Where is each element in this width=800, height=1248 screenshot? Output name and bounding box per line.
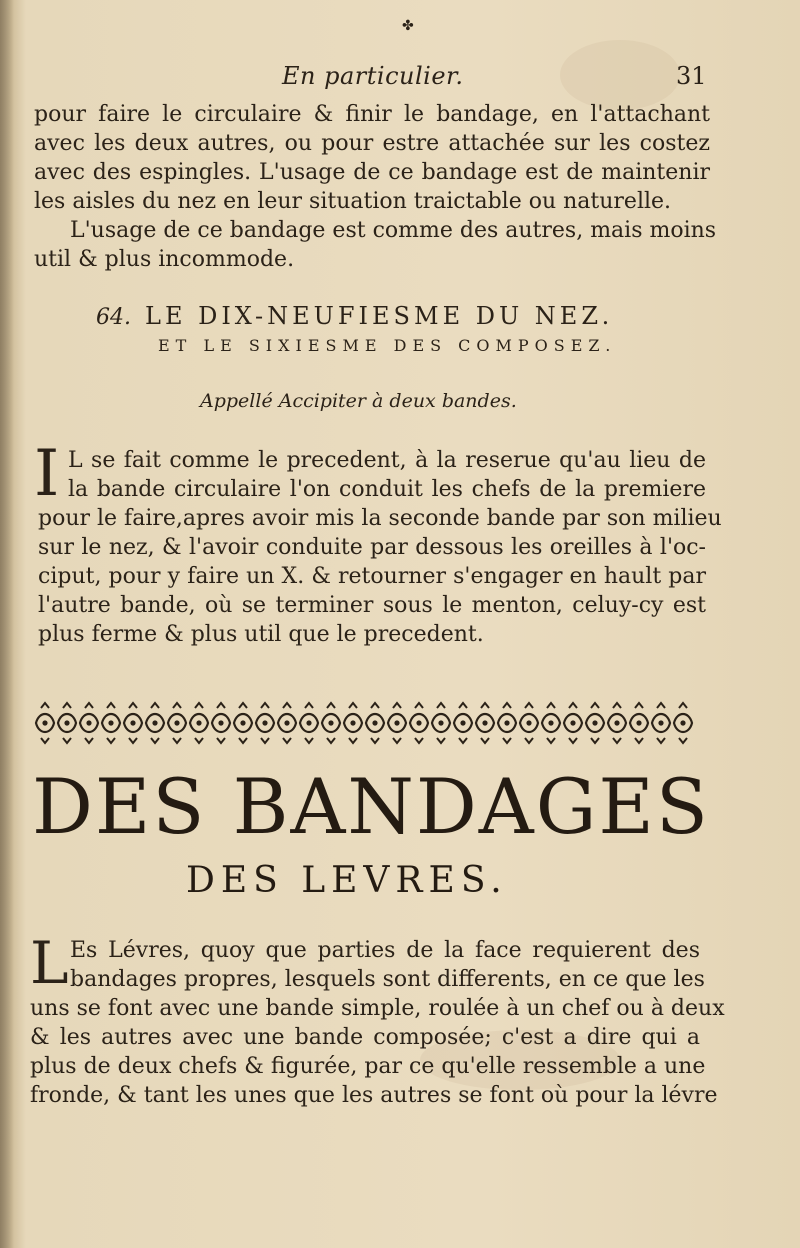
chapter-body: [30, 994, 725, 1110]
ornament-motif: [102, 703, 120, 743]
ornament-motif: [234, 703, 252, 743]
section-title: LE DIX-NEUFIESME DU NEZ.: [145, 302, 614, 330]
running-title: En particulier.: [282, 62, 464, 90]
text-line: fronde, & tant les unes que les autres se font où pour la lévre: [30, 1083, 718, 1108]
ornament-motif: [630, 703, 648, 743]
text-line: pour faire le circulaire & finir le bandage, en l'attachant: [34, 102, 710, 127]
ornament-motif: [652, 703, 670, 743]
text-line: la bande circulaire l'on conduit les chefs de la premiere: [68, 477, 706, 502]
chapter-title: DES BANDAGES: [32, 762, 710, 851]
text-line: uns se font avec une bande simple, roulée à un chef ou à deux: [30, 996, 725, 1021]
decorative-border-ornament: [34, 700, 702, 746]
top-ornament: ✤: [402, 18, 414, 34]
text-line: pour le faire,apres avoir mis la seconde bande par son milieu: [38, 506, 722, 531]
page-gutter-shadow: [0, 0, 14, 1248]
ornament-motif: [344, 703, 362, 743]
text-line: avec des espingles. L'usage de ce bandage est de maintenir: [34, 160, 710, 185]
text-line: l'autre bande, où se terminer sous le menton, celuy-cy est: [38, 593, 706, 618]
ornament-motif: [586, 703, 604, 743]
ornament-motif: [300, 703, 318, 743]
ornament-motif: [542, 703, 560, 743]
text-line: ciput, pour y faire un X. & retourner s'engager en hault par: [38, 564, 706, 589]
ornament-motif: [36, 703, 54, 743]
ornament-motif: [168, 703, 186, 743]
ornament-motif: [432, 703, 450, 743]
ornament-motif: [498, 703, 516, 743]
ornament-motif: [454, 703, 472, 743]
text-line: bandages propres, lesquels sont differents, en ce que les: [70, 967, 705, 992]
ornament-motif: [520, 703, 538, 743]
text-line: Es Lévres, quoy que parties de la face requierent des: [70, 938, 700, 963]
text-line: sur le nez, & l'avoir conduite par dessous les oreilles à l'oc-: [38, 535, 706, 560]
ornament-motif: [212, 703, 230, 743]
paragraph-continued: [34, 100, 710, 216]
paragraph-usage: [34, 216, 717, 274]
ornament-motif: [608, 703, 626, 743]
page-number: 31: [676, 62, 707, 90]
ornament-motif: [146, 703, 164, 743]
ornament-motif: [388, 703, 406, 743]
text-line: plus ferme & plus util que le precedent.: [38, 622, 484, 647]
text-line: avec les deux autres, ou pour estre attachée sur les costez: [34, 131, 710, 156]
ornament-motif: [256, 703, 274, 743]
text-line: plus de deux chefs & figurée, par ce qu'elle ressemble a une: [30, 1054, 706, 1079]
chapter-subtitle: DES LEVRES.: [186, 860, 508, 901]
ornament-motif: [322, 703, 340, 743]
section-number: 64.: [96, 305, 131, 330]
text-line: L'usage de ce bandage est comme des autres, mais moins: [70, 218, 717, 243]
ornament-motif: [58, 703, 76, 743]
ornament-motif: [80, 703, 98, 743]
ornament-motif: [674, 703, 692, 743]
section-line-1: [68, 446, 706, 504]
text-line: les aisles du nez en leur situation traictable ou naturelle.: [34, 189, 672, 214]
text-line: util & plus incommode.: [34, 247, 295, 272]
ornament-motif: [410, 703, 428, 743]
text-line: & les autres avec une bande composée; c'est a dire qui a: [30, 1025, 700, 1050]
drop-cap: L: [30, 929, 69, 997]
ornament-motif: [476, 703, 494, 743]
text-line: L se fait comme le precedent, à la reserue qu'au lieu de: [68, 448, 706, 473]
ornament-motif: [278, 703, 296, 743]
section-heading: [96, 302, 656, 330]
ornament-motif: [564, 703, 582, 743]
ornament-motif: [190, 703, 208, 743]
chapter-line-1: [70, 936, 705, 994]
section-called: Appellé Accipiter à deux bandes.: [200, 390, 517, 412]
ornament-motif: [366, 703, 384, 743]
section-body: [38, 504, 722, 649]
ornament-motif: [124, 703, 142, 743]
section-subheading: ET LE SIXIESME DES COMPOSEZ.: [158, 336, 617, 355]
drop-cap: I: [34, 437, 60, 511]
